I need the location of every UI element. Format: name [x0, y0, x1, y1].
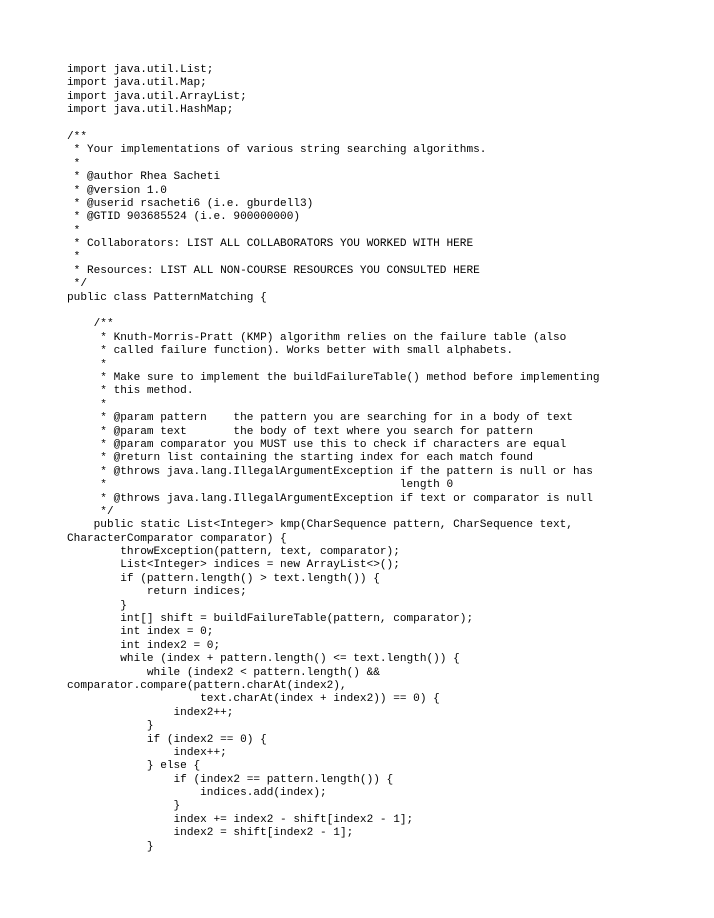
code-line: * — [67, 157, 81, 170]
code-line: int index = 0; — [67, 626, 214, 639]
code-line: * @throws java.lang.IllegalArgumentException if the pattern is null or has — [67, 465, 593, 478]
code-line: * length 0 — [67, 479, 454, 492]
code-line: } — [67, 720, 154, 733]
code-line: index2++; — [67, 706, 234, 719]
code-line: * — [67, 398, 107, 411]
code-line: index++; — [67, 746, 227, 759]
code-line: * Your implementations of various string searching algorithms. — [67, 144, 487, 157]
code-line: public class PatternMatching { — [67, 291, 267, 304]
code-line: * this method. — [67, 385, 194, 398]
code-line: import java.util.ArrayList; — [67, 90, 247, 103]
code-line: * — [67, 251, 81, 264]
code-line: * @throws java.lang.IllegalArgumentException if text or comparator is null — [67, 492, 593, 505]
code-line: import java.util.Map; — [67, 77, 207, 90]
code-line: * Resources: LIST ALL NON-COURSE RESOURCES YOU CONSULTED HERE — [67, 264, 480, 277]
code-line: * Make sure to implement the buildFailureTable() method before implementing — [67, 371, 600, 384]
code-line: * — [67, 224, 81, 237]
code-line: * @return list containing the starting index for each match found — [67, 452, 534, 465]
code-line: text.charAt(index + index2)) == 0) { — [67, 693, 440, 706]
code-line: if (index2 == pattern.length()) { — [67, 773, 394, 786]
code-line: if (index2 == 0) { — [67, 733, 267, 746]
code-line: comparator.compare(pattern.charAt(index2), — [67, 679, 347, 692]
code-line: * @GTID 903685524 (i.e. 900000000) — [67, 211, 301, 224]
code-line: throwException(pattern, text, comparator); — [67, 546, 400, 559]
code-line: } — [67, 800, 181, 813]
code-line: * called failure function). Works better with small alphabets. — [67, 345, 514, 358]
code-line: indices.add(index); — [67, 787, 327, 800]
code-line: } — [67, 599, 127, 612]
code-line: while (index2 < pattern.length() && — [67, 666, 380, 679]
code-line: List<Integer> indices = new ArrayList<>(); — [67, 559, 400, 572]
code-line: * @param text the body of text where you search for pattern — [67, 425, 534, 438]
code-line: */ — [67, 278, 87, 291]
code-line: /** — [67, 130, 87, 143]
code-line — [67, 305, 600, 318]
code-line: public static List<Integer> kmp(CharSequence pattern, CharSequence text, — [67, 519, 573, 532]
code-line: * @author Rhea Sacheti — [67, 171, 221, 184]
code-line: * @param pattern the pattern you are searching for in a body of text — [67, 412, 573, 425]
code-listing — [67, 64, 600, 854]
code-line: */ — [67, 505, 114, 518]
code-line — [67, 118, 600, 131]
code-line: int[] shift = buildFailureTable(pattern, comparator); — [67, 613, 474, 626]
code-line: return indices; — [67, 586, 247, 599]
code-line: } else { — [67, 760, 201, 773]
code-line: * @userid rsacheti6 (i.e. gburdell3) — [67, 197, 314, 210]
code-line: CharacterComparator comparator) { — [67, 532, 287, 545]
code-line: * @version 1.0 — [67, 184, 167, 197]
code-line: import java.util.HashMap; — [67, 104, 234, 117]
code-line: * Collaborators: LIST ALL COLLABORATORS YOU WORKED WITH HERE — [67, 238, 474, 251]
code-line: /** — [67, 318, 114, 331]
code-line: } — [67, 840, 154, 853]
code-line: index2 = shift[index2 - 1]; — [67, 827, 354, 840]
code-line: while (index + pattern.length() <= text.length()) { — [67, 653, 460, 666]
code-line: index += index2 - shift[index2 - 1]; — [67, 813, 414, 826]
code-line: * — [67, 358, 107, 371]
code-line: import java.util.List; — [67, 64, 214, 76]
code-line: * Knuth-Morris-Pratt (KMP) algorithm relies on the failure table (also — [67, 331, 567, 344]
code-line: if (pattern.length() > text.length()) { — [67, 572, 380, 585]
code-line: * @param comparator you MUST use this to check if characters are equal — [67, 438, 567, 451]
code-line: int index2 = 0; — [67, 639, 221, 652]
